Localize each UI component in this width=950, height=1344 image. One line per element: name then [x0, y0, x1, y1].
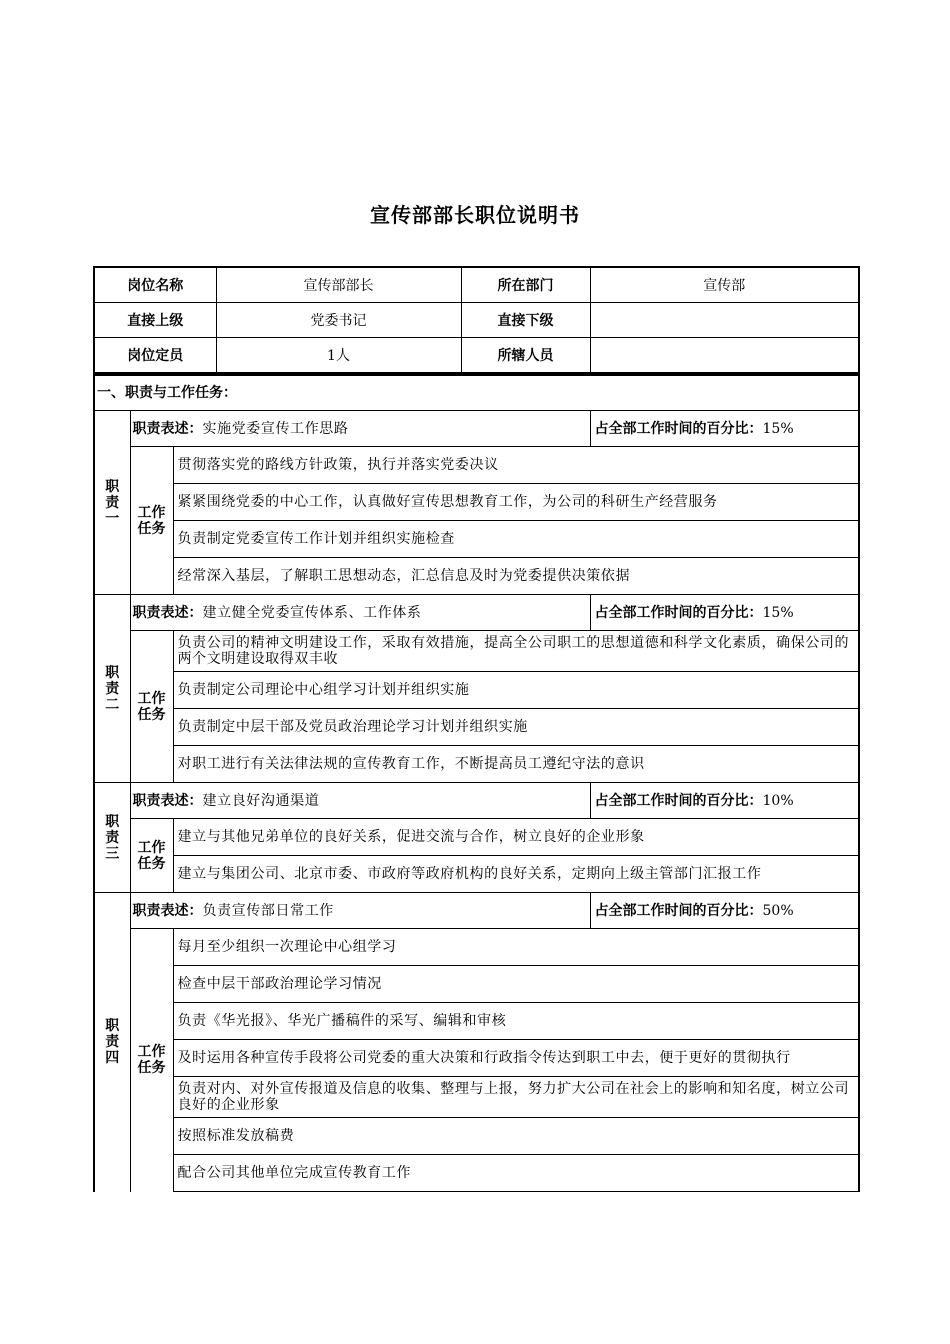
duty-label-char: 责: [105, 1034, 120, 1051]
duty-description-row: [94, 411, 859, 447]
job-description-document: [93, 266, 858, 1192]
duty-label-char: 职: [105, 1018, 120, 1035]
time-percent-cell: [590, 893, 859, 929]
header-row: [94, 303, 859, 338]
duty-label-char: 职: [105, 664, 120, 681]
time-percent-value: 15%: [762, 420, 794, 437]
task-item: 紧紧围绕党委的中心工作，认真做好宣传思想教育工作，为公司的科研生产经营服务: [173, 484, 859, 521]
managed-staff-value: [590, 338, 859, 374]
duty-description-label: 职责表述：: [132, 420, 203, 437]
task-row: [94, 856, 859, 893]
work-tasks-label-line: 工作: [137, 1044, 166, 1061]
task-row: [94, 672, 859, 709]
task-row: [94, 484, 859, 521]
task-row: [94, 631, 859, 672]
task-item: 每月至少组织一次理论中心组学习: [173, 929, 859, 966]
task-item: 检查中层干部政治理论学习情况: [173, 966, 859, 1003]
duty-description-row: [94, 783, 859, 819]
time-percent-value: 15%: [762, 604, 794, 621]
duty-label-char: 责: [105, 829, 120, 846]
position-name-label: 岗位名称: [94, 267, 216, 303]
task-item: 负责公司的精神文明建设工作，采取有效措施，提高全公司职工的思想道德和科学文化素质，确保公司的两个文明建设取得双丰收: [173, 631, 859, 672]
duty-label-char: 责: [105, 494, 120, 511]
duty-description-cell: [130, 893, 590, 929]
time-percent-label: 占全部工作时间的百分比：: [594, 604, 763, 621]
time-percent-label: 占全部工作时间的百分比：: [594, 420, 763, 437]
duty-description-cell: [130, 595, 590, 631]
duty-description-cell: [130, 411, 590, 447]
task-row: [94, 929, 859, 966]
duty-label: [94, 893, 130, 1192]
duty-label-char: 一: [105, 510, 120, 527]
department-label: 所在部门: [461, 267, 590, 303]
work-tasks-label-line: 任务: [137, 520, 166, 537]
time-percent-cell: [590, 595, 859, 631]
task-row: [94, 1077, 859, 1118]
task-row: [94, 558, 859, 595]
time-percent-label: 占全部工作时间的百分比：: [594, 902, 763, 919]
work-tasks-label-line: 任务: [137, 706, 166, 723]
headcount-value: 1人: [216, 338, 461, 374]
work-tasks-label: [130, 819, 173, 893]
duty-description-value: 建立健全党委宣传体系、工作体系: [202, 604, 422, 621]
task-item: 经常深入基层，了解职工思想动态，汇总信息及时为党委提供决策依据: [173, 558, 859, 595]
duty-description-row: [94, 893, 859, 929]
work-tasks-label-line: 任务: [137, 1060, 166, 1077]
task-item: 建立与集团公司、北京市委、市政府等政府机构的良好关系，定期向上级主管部门汇报工作: [173, 856, 859, 893]
task-item: 负责制定党委宣传工作计划并组织实施检查: [173, 521, 859, 558]
task-row: [94, 746, 859, 783]
task-item: 负责《华光报》、华光广播稿件的采写、编辑和审核: [173, 1003, 859, 1040]
work-tasks-label-line: 工作: [137, 839, 166, 856]
section-title: 一、职责与工作任务：: [94, 375, 859, 411]
work-tasks-label: [130, 447, 173, 595]
task-item: 建立与其他兄弟单位的良好关系，促进交流与合作，树立良好的企业形象: [173, 819, 859, 856]
duty-description-value: 实施党委宣传工作思路: [202, 420, 349, 437]
time-percent-value: 10%: [762, 792, 794, 809]
time-percent-cell: [590, 411, 859, 447]
time-percent-label: 占全部工作时间的百分比：: [594, 792, 763, 809]
duties-table: [93, 374, 860, 1192]
duty-description-label: 职责表述：: [132, 604, 203, 621]
superior-label: 直接上级: [94, 303, 216, 338]
duty-description-row: [94, 595, 859, 631]
duty-description-label: 职责表述：: [132, 902, 203, 919]
task-item: 负责对内、对外宣传报道及信息的收集、整理与上报，努力扩大公司在社会上的影响和知名度，树立公司良好的企业形象: [173, 1077, 859, 1118]
duty-label-char: 二: [105, 696, 120, 713]
task-row: [94, 1040, 859, 1077]
subordinate-label: 直接下级: [461, 303, 590, 338]
duty-label: [94, 411, 130, 595]
task-item: 贯彻落实党的路线方针政策，执行并落实党委决议: [173, 447, 859, 484]
task-row: [94, 521, 859, 558]
task-row: [94, 447, 859, 484]
header-row: [94, 338, 859, 374]
task-row: [94, 709, 859, 746]
duty-description-value: 负责宣传部日常工作: [202, 902, 334, 919]
header-info-table: [93, 266, 860, 374]
work-tasks-label: [130, 631, 173, 783]
page-title: 宣传部部长职位说明书: [370, 203, 580, 227]
time-percent-value: 50%: [762, 902, 794, 919]
duty-label: [94, 783, 130, 893]
task-row: [94, 1155, 859, 1192]
task-item: 对职工进行有关法律法规的宣传教育工作，不断提高员工遵纪守法的意识: [173, 746, 859, 783]
duty-description-label: 职责表述：: [132, 792, 203, 809]
task-item: 及时运用各种宣传手段将公司党委的重大决策和行政指令传达到职工中去，便于更好的贯彻执行: [173, 1040, 859, 1077]
task-row: [94, 819, 859, 856]
task-item: 按照标准发放稿费: [173, 1118, 859, 1155]
position-name-value: 宣传部部长: [216, 267, 461, 303]
duty-label-char: 四: [105, 1050, 120, 1067]
duty-description-value: 建立良好沟通渠道: [202, 792, 320, 809]
duty-description-cell: [130, 783, 590, 819]
header-row: [94, 267, 859, 303]
duty-label-char: 职: [105, 813, 120, 830]
department-value: 宣传部: [590, 267, 859, 303]
work-tasks-label: [130, 929, 173, 1192]
subordinate-value: [590, 303, 859, 338]
work-tasks-label-line: 工作: [137, 504, 166, 521]
headcount-label: 岗位定员: [94, 338, 216, 374]
task-item: 配合公司其他单位完成宣传教育工作: [173, 1155, 859, 1192]
time-percent-cell: [590, 783, 859, 819]
duty-label-char: 三: [105, 845, 120, 862]
section-row: [94, 375, 859, 411]
work-tasks-label-line: 任务: [137, 855, 166, 872]
duty-label-char: 职: [105, 478, 120, 495]
superior-value: 党委书记: [216, 303, 461, 338]
task-row: [94, 966, 859, 1003]
task-item: 负责制定中层干部及党员政治理论学习计划并组织实施: [173, 709, 859, 746]
duty-label: [94, 595, 130, 783]
task-item: 负责制定公司理论中心组学习计划并组织实施: [173, 672, 859, 709]
task-row: [94, 1003, 859, 1040]
task-row: [94, 1118, 859, 1155]
duty-label-char: 责: [105, 680, 120, 697]
managed-staff-label: 所辖人员: [461, 338, 590, 374]
duties-body: [94, 375, 859, 1192]
work-tasks-label-line: 工作: [137, 690, 166, 707]
